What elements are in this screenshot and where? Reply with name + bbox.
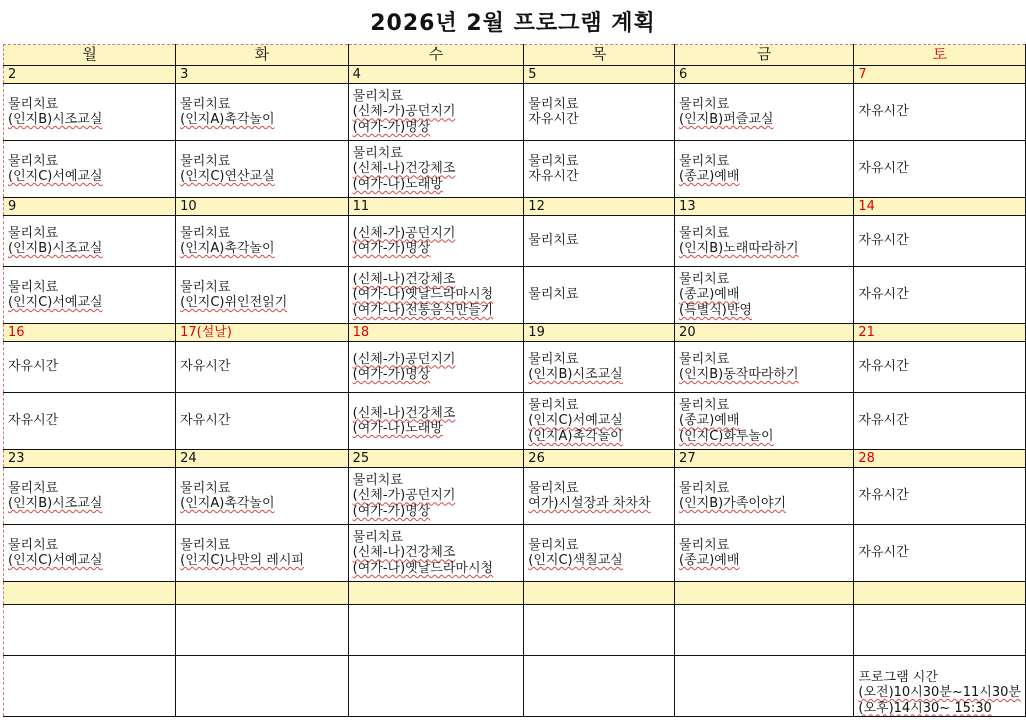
date-row — [4, 450, 1026, 468]
activity-cell — [524, 525, 675, 582]
activity-text: 물리치료 — [8, 480, 59, 496]
activity-text: 여가)시설장과 차차차 — [528, 496, 651, 511]
activity-cell — [854, 468, 1026, 525]
activity-cell — [348, 393, 524, 450]
blank-date-row — [4, 582, 1026, 605]
date-row — [4, 324, 1026, 342]
activity-text: 물리치료 — [528, 351, 579, 367]
activity-text: (여가-나)옛날드라마시청 — [352, 560, 494, 576]
date-cell: 20 — [675, 324, 854, 342]
date-cell: 9 — [4, 198, 176, 216]
program-time-note — [854, 656, 1026, 717]
activity-cell — [524, 141, 675, 198]
activity-cell — [675, 468, 854, 525]
activity-text: 자유시간 — [858, 104, 909, 120]
activity-row — [4, 468, 1026, 525]
date-cell: 28 — [854, 450, 1026, 468]
weekday-wed: 수 — [348, 45, 524, 66]
activity-text: 물리치료 — [679, 351, 730, 367]
activity-text: 물리치료 — [180, 96, 231, 112]
activity-cell — [176, 393, 349, 450]
activity-text: 물리치료 — [679, 153, 730, 169]
activity-text: (신체-나)건강체조 — [352, 161, 456, 177]
activity-text: (종교)예배 — [679, 287, 740, 303]
activity-text: 물리치료 — [679, 397, 730, 413]
activity-cell — [4, 342, 176, 393]
activity-cell — [524, 267, 675, 324]
activity-text: 물리치료 — [528, 537, 579, 553]
date-cell: 21 — [854, 324, 1026, 342]
activity-cell — [854, 342, 1026, 393]
activity-text: 물리치료 — [352, 145, 403, 161]
activity-text: 물리치료 — [180, 537, 231, 553]
activity-text: (인지C)서예교실 — [528, 413, 623, 429]
activity-text: 자유시간 — [180, 413, 231, 429]
activity-cell — [348, 141, 524, 198]
activity-cell — [854, 216, 1026, 267]
activity-text: 물리치료 — [352, 472, 403, 488]
activity-row — [4, 216, 1026, 267]
activity-cell — [176, 468, 349, 525]
activity-text: 자유시간 — [858, 233, 909, 249]
empty-cell — [524, 605, 675, 656]
activity-cell — [675, 84, 854, 141]
activity-text: 자유시간 — [858, 359, 909, 375]
date-row — [4, 198, 1026, 216]
weekday-header-row — [4, 45, 1026, 66]
activity-cell — [4, 84, 176, 141]
activity-cell — [854, 267, 1026, 324]
activity-text: (인지B)가족이야기 — [679, 496, 787, 511]
activity-text: (종교)예배 — [679, 553, 740, 568]
activity-cell — [854, 141, 1026, 198]
activity-cell — [4, 468, 176, 525]
date-cell: 4 — [348, 66, 524, 84]
activity-text: 물리치료 — [679, 271, 730, 287]
program-calendar — [3, 44, 1026, 717]
activity-row — [4, 525, 1026, 582]
activity-text: 자유시간 — [8, 413, 59, 429]
activity-text: 물리치료 — [352, 88, 403, 104]
activity-cell — [176, 525, 349, 582]
activity-cell — [524, 393, 675, 450]
date-cell: 16 — [4, 324, 176, 342]
empty-cell — [854, 605, 1026, 656]
date-cell: 18 — [348, 324, 524, 342]
activity-text: (여가-나)옛날드라마시청 — [352, 287, 494, 303]
activity-text: 물리치료 — [180, 225, 231, 241]
activity-text: 물리치료 — [679, 480, 730, 496]
activity-text: 물리치료 — [180, 279, 231, 295]
empty-cell — [675, 605, 854, 656]
activity-text: 물리치료 — [8, 153, 59, 169]
date-cell: 25 — [348, 450, 524, 468]
date-cell: 6 — [675, 66, 854, 84]
empty-cell — [176, 605, 349, 656]
activity-cell — [854, 525, 1026, 582]
activity-text: 물리치료 — [528, 397, 579, 413]
empty-cell — [176, 656, 349, 717]
activity-text: (신체-나)건강체조 — [352, 271, 456, 287]
date-cell: 17(설날) — [176, 324, 349, 342]
activity-text: 자유시간 — [858, 287, 909, 303]
activity-text: (인지B)노래따라하기 — [679, 241, 799, 256]
activity-text: (종교)예배 — [679, 169, 740, 184]
empty-cell — [4, 605, 176, 656]
date-cell: 3 — [176, 66, 349, 84]
date-cell: 12 — [524, 198, 675, 216]
activity-cell — [176, 84, 349, 141]
activity-cell — [176, 141, 349, 198]
activity-text: (인지A)촉각놀이 — [180, 241, 275, 256]
date-cell: 27 — [675, 450, 854, 468]
activity-text: 자유시간 — [858, 488, 909, 504]
activity-cell — [176, 342, 349, 393]
activity-cell — [524, 342, 675, 393]
weekday-mon: 월 — [4, 45, 176, 66]
activity-text: 자유시간 — [528, 169, 579, 184]
date-row — [4, 66, 1026, 84]
empty-cell — [176, 582, 349, 605]
activity-text: (여가-나)노래방 — [352, 176, 443, 192]
activity-text: (인지A)촉각놀이 — [180, 112, 275, 127]
activity-cell — [675, 525, 854, 582]
activity-cell — [4, 267, 176, 324]
activity-text: 물리치료 — [8, 96, 59, 112]
activity-row — [4, 141, 1026, 198]
activity-row — [4, 393, 1026, 450]
activity-text: 물리치료 — [528, 480, 579, 496]
activity-text: 자유시간 — [858, 161, 909, 177]
activity-text: (신체-가)공던지기 — [352, 104, 456, 120]
activity-text: (인지C)화투놀이 — [679, 428, 774, 444]
activity-cell — [348, 84, 524, 141]
activity-text: (인지B)퍼즐교실 — [679, 112, 774, 127]
activity-text: (인지B)시조교실 — [8, 496, 103, 511]
empty-cell — [675, 582, 854, 605]
activity-text: (여가-가)명상 — [352, 241, 431, 256]
empty-cell — [524, 582, 675, 605]
activity-text: 물리치료 — [679, 537, 730, 553]
date-cell: 2 — [4, 66, 176, 84]
activity-text: 물리치료 — [8, 225, 59, 241]
activity-row — [4, 84, 1026, 141]
blank-row — [4, 605, 1026, 656]
weekday-fri: 금 — [675, 45, 854, 66]
activity-row — [4, 342, 1026, 393]
activity-text: (신체-가)공던지기 — [352, 488, 456, 504]
activity-text: (여가-나)노래방 — [352, 421, 443, 436]
activity-cell — [524, 84, 675, 141]
empty-cell — [524, 656, 675, 717]
activity-text: 물리치료 — [528, 96, 579, 112]
activity-text: (인지B)동작따라하기 — [679, 367, 799, 382]
activity-cell — [176, 267, 349, 324]
activity-text: (인지C)서예교실 — [8, 553, 103, 568]
activity-text: (여가-가)명상 — [352, 367, 431, 382]
activity-text: 물리치료 — [352, 529, 403, 545]
activity-text: (여가-가)명상 — [352, 119, 431, 135]
activity-cell — [348, 267, 524, 324]
empty-cell — [348, 656, 524, 717]
activity-cell — [675, 216, 854, 267]
empty-cell — [348, 582, 524, 605]
activity-text: (인지C)색칠교실 — [528, 553, 623, 568]
activity-text: 물리치료 — [528, 233, 579, 249]
date-cell: 10 — [176, 198, 349, 216]
activity-text: (인지C)위인전읽기 — [180, 295, 288, 310]
weekday-sat: 토 — [854, 45, 1026, 66]
activity-text: (인지B)시조교실 — [528, 367, 623, 382]
activity-text: 물리치료 — [528, 153, 579, 169]
activity-cell — [524, 468, 675, 525]
activity-text: 자유시간 — [858, 413, 909, 429]
activity-text: (인지A)촉각놀이 — [180, 496, 275, 511]
activity-cell — [176, 216, 349, 267]
activity-cell — [4, 216, 176, 267]
date-cell: 13 — [675, 198, 854, 216]
activity-text: (여가-가)명상 — [352, 503, 431, 519]
activity-text: (인지C)나만의 레시피 — [180, 553, 304, 568]
date-cell: 19 — [524, 324, 675, 342]
activity-text: (신체-나)건강체조 — [352, 405, 456, 421]
activity-cell — [675, 141, 854, 198]
activity-cell — [348, 525, 524, 582]
footer-row — [4, 656, 1026, 717]
activity-text: 물리치료 — [8, 279, 59, 295]
date-cell: 14 — [854, 198, 1026, 216]
activity-text: (인지B)시조교실 — [8, 112, 103, 127]
weekday-tue: 화 — [176, 45, 349, 66]
activity-text: (인지C)연산교실 — [180, 169, 275, 184]
activity-text: (인지C)서예교실 — [8, 169, 103, 184]
activity-text: 물리치료 — [8, 537, 59, 553]
activity-cell — [675, 342, 854, 393]
activity-text: (종교)예배 — [679, 413, 740, 429]
date-cell: 24 — [176, 450, 349, 468]
date-cell: 5 — [524, 66, 675, 84]
activity-text: (인지C)서예교실 — [8, 295, 103, 310]
activity-cell — [4, 525, 176, 582]
activity-text: 자유시간 — [858, 545, 909, 561]
date-cell: 23 — [4, 450, 176, 468]
activity-text: 물리치료 — [679, 225, 730, 241]
empty-cell — [4, 656, 176, 717]
empty-cell — [675, 656, 854, 717]
activity-text: (신체-가)공던지기 — [352, 225, 456, 241]
activity-text: (여가-나)전통음식만들기 — [352, 302, 494, 318]
activity-text: 자유시간 — [180, 359, 231, 375]
note-title: 프로그램 시간 — [858, 669, 938, 685]
activity-text: (인지A)촉각놀이 — [528, 428, 623, 444]
date-cell: 26 — [524, 450, 675, 468]
page-title: 2026년 2월 프로그램 계획 — [370, 11, 656, 36]
activity-cell — [854, 393, 1026, 450]
activity-cell — [348, 468, 524, 525]
activity-cell — [675, 267, 854, 324]
activity-text: (특별식)반영 — [679, 302, 752, 318]
weekday-thu: 목 — [524, 45, 675, 66]
activity-cell — [524, 216, 675, 267]
activity-text: 물리치료 — [679, 96, 730, 112]
activity-text: 물리치료 — [528, 287, 579, 303]
activity-text: (인지B)시조교실 — [8, 241, 103, 256]
activity-cell — [348, 216, 524, 267]
activity-cell — [4, 393, 176, 450]
activity-cell — [4, 141, 176, 198]
activity-text: 자유시간 — [8, 359, 59, 375]
empty-cell — [4, 582, 176, 605]
note-line2: (오후)14시30~ 15:30 — [858, 700, 992, 716]
empty-cell — [854, 582, 1026, 605]
activity-text: 물리치료 — [180, 153, 231, 169]
note-line1: (오전)10시30분~11시30분 — [858, 685, 1021, 700]
date-cell: 7 — [854, 66, 1026, 84]
date-cell: 11 — [348, 198, 524, 216]
activity-row — [4, 267, 1026, 324]
activity-text: 물리치료 — [180, 480, 231, 496]
activity-text: 자유시간 — [528, 112, 579, 127]
activity-cell — [348, 342, 524, 393]
activity-cell — [854, 84, 1026, 141]
activity-text: (신체-가)공던지기 — [352, 351, 456, 367]
activity-cell — [675, 393, 854, 450]
activity-text: (신체-나)건강체조 — [352, 545, 456, 561]
empty-cell — [348, 605, 524, 656]
